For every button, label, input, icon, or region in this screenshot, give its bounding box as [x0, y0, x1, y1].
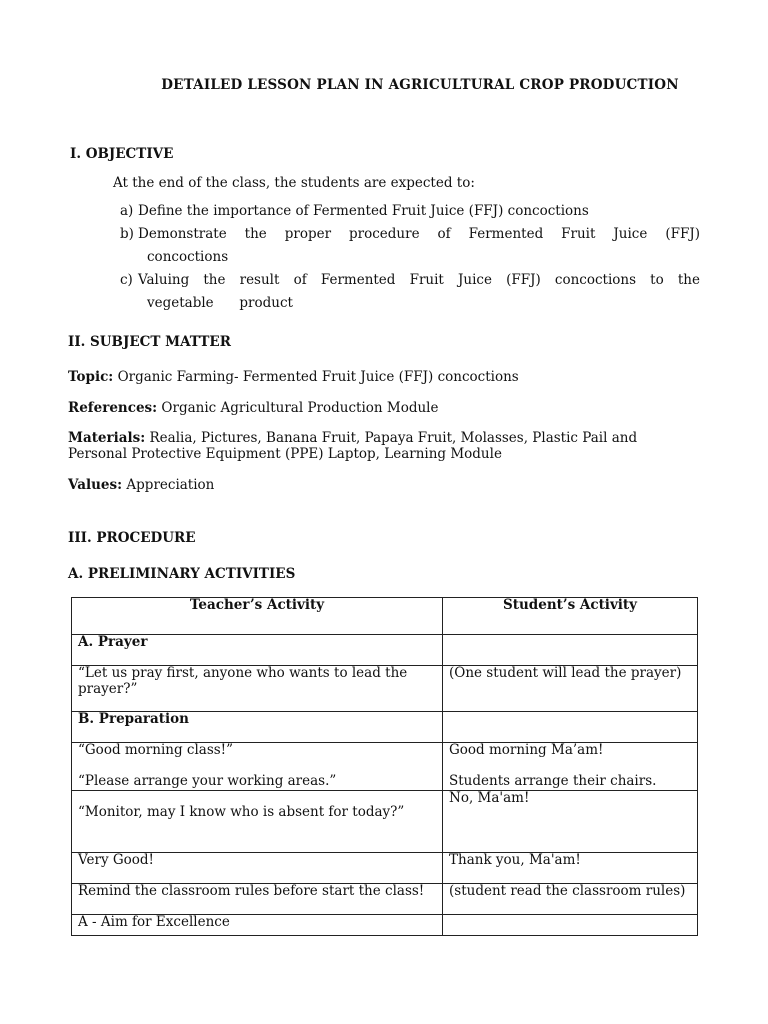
objective-heading: I. OBJECTIVE: [70, 146, 174, 162]
rules-student-cell: (student read the classroom rules): [443, 883, 698, 914]
table-row: [72, 712, 698, 743]
very-good-teacher-cell: Very Good!: [72, 852, 443, 883]
procedure-heading: III. PROCEDURE: [68, 530, 196, 546]
table-header-row: [72, 598, 698, 635]
greeting-student-text: Good morning Ma’am!: [449, 742, 604, 758]
objective-item-continuation: vegetable product: [147, 295, 293, 311]
greeting-teacher-cell: [72, 743, 443, 791]
document-title: DETAILED LESSON PLAN IN AGRICULTURAL CROP PRODUCTION: [161, 77, 679, 93]
topic-value: Organic Farming- Fermented Fruit Juice (FFJ) concoctions: [117, 369, 519, 385]
values-label: Values:: [68, 477, 123, 493]
rules-teacher-cell: Remind the classroom rules before start the class!: [72, 883, 443, 914]
objective-item-continuation: concoctions: [147, 249, 229, 265]
objective-intro: At the end of the class, the students are expected to:: [113, 175, 475, 191]
table-row: [72, 743, 698, 791]
table-row: [72, 914, 698, 935]
objective-item-letter: b): [120, 226, 134, 242]
references-line: [68, 401, 708, 417]
empty-cell: [443, 712, 698, 743]
arrange-teacher-text: “Please arrange your working areas.”: [78, 773, 337, 789]
table-row: [72, 883, 698, 914]
topic-line: [68, 370, 708, 386]
objective-item-letter: c): [120, 272, 133, 288]
preliminary-activities-heading: A. PRELIMINARY ACTIVITIES: [68, 566, 296, 582]
arrange-student-text: Students arrange their chairs.: [449, 773, 657, 789]
objective-item-text: Demonstrate the proper procedure of Fermented Fruit Juice (FFJ): [138, 226, 700, 242]
prayer-student-cell: (One student will lead the prayer): [443, 666, 698, 712]
materials-label: Materials:: [68, 430, 146, 446]
table-row: [72, 790, 698, 852]
table-row: [72, 635, 698, 666]
spacer: [449, 759, 691, 775]
materials-line: [68, 431, 688, 462]
subject-matter-heading: II. SUBJECT MATTER: [68, 334, 231, 350]
prayer-teacher-cell: “Let us pray first, anyone who wants to lead the prayer?”: [72, 666, 443, 712]
table-row: [72, 852, 698, 883]
references-value: Organic Agricultural Production Module: [161, 400, 439, 416]
preliminary-activities-table: [71, 597, 698, 936]
student-activity-header: Student’s Activity: [443, 598, 698, 635]
aim-teacher-cell: A - Aim for Excellence: [72, 914, 443, 935]
prayer-heading: A. Prayer: [72, 635, 443, 666]
spacer: [78, 759, 436, 775]
objective-item-a: [120, 200, 700, 223]
objective-item-b: [120, 223, 700, 269]
absent-teacher-cell: “Monitor, may I know who is absent for today?”: [72, 790, 443, 852]
materials-value: Realia, Pictures, Banana Fruit, Papaya Fruit, Molasses, Plastic Pail and Personal Protective Equipment (PPE) Laptop, Learning Module: [68, 430, 638, 462]
absent-student-cell: No, Ma'am!: [443, 790, 698, 852]
greeting-teacher-text: “Good morning class!”: [78, 742, 234, 758]
aim-student-cell: [443, 914, 698, 935]
thank-you-student-cell: Thank you, Ma'am!: [443, 852, 698, 883]
greeting-student-cell: [443, 743, 698, 791]
topic-label: Topic:: [68, 369, 114, 385]
objective-item-c: [120, 269, 700, 315]
values-value: Appreciation: [126, 477, 215, 493]
objective-item-letter: a): [120, 203, 134, 219]
preparation-heading: B. Preparation: [72, 712, 443, 743]
objective-item-text: Valuing the result of Fermented Fruit Juice (FFJ) concoctions to the: [138, 272, 700, 288]
teacher-activity-header: Teacher’s Activity: [72, 598, 443, 635]
table-row: [72, 666, 698, 712]
objective-item-text: Define the importance of Fermented Fruit Juice (FFJ) concoctions: [138, 203, 589, 219]
empty-cell: [443, 635, 698, 666]
references-label: References:: [68, 400, 158, 416]
values-line: [68, 478, 708, 494]
